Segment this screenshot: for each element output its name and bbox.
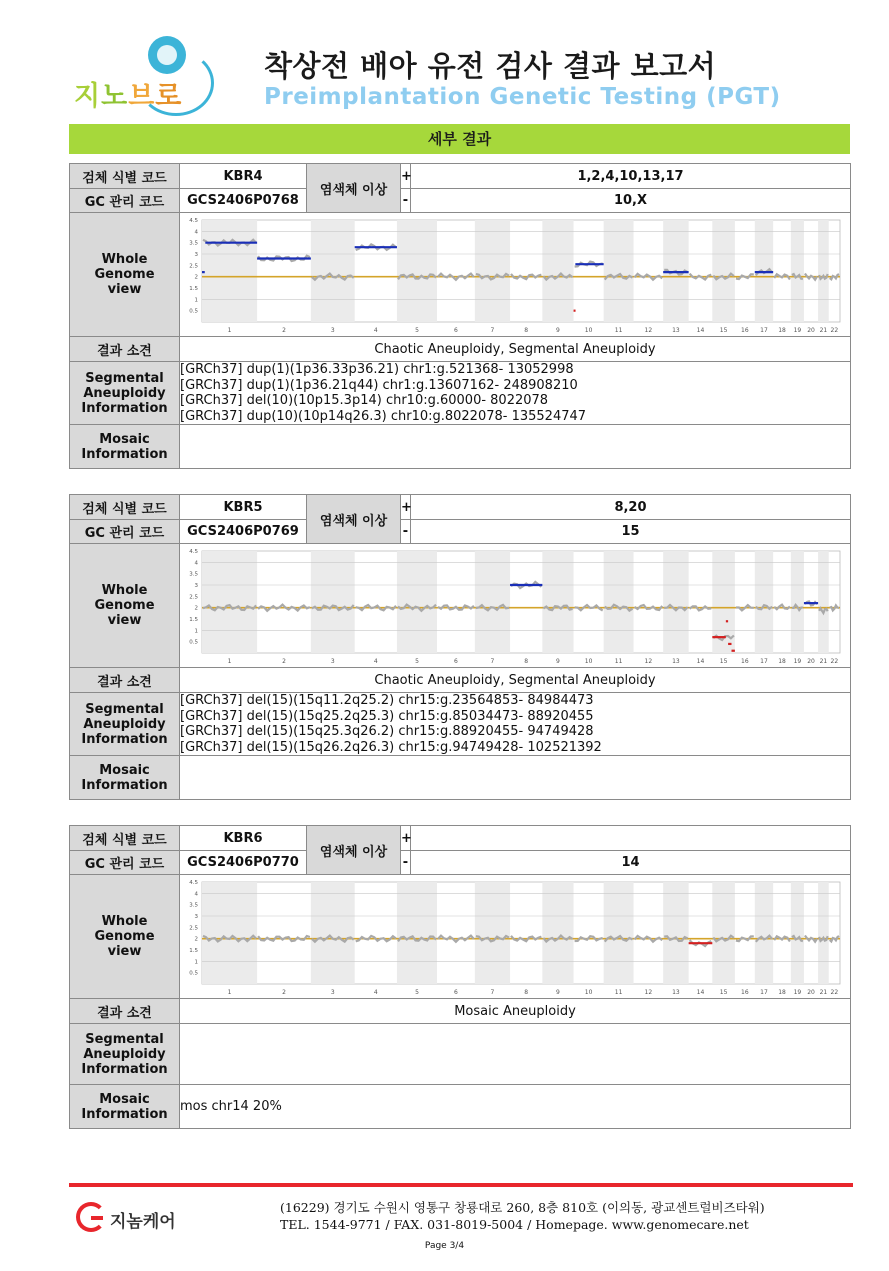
x-tick-label: 19 [793, 657, 802, 665]
y-tick-label: 4 [194, 559, 198, 566]
chromosome-band [791, 882, 804, 984]
chromosome-band [712, 220, 735, 322]
chromosome-band [397, 220, 437, 322]
x-tick-label: 5 [415, 326, 419, 334]
segmental-info [180, 693, 851, 756]
logo-char-4: 로 [155, 81, 183, 112]
x-tick-label: 3 [330, 988, 335, 996]
logo-text [74, 74, 182, 113]
x-tick-label: 22 [830, 326, 839, 334]
x-tick-label: 10 [584, 657, 593, 665]
loss-sign: - [401, 851, 411, 875]
x-tick-label: 16 [741, 657, 749, 665]
y-tick-label: 2 [194, 936, 198, 943]
x-tick-label: 15 [719, 988, 728, 996]
plot-frame [202, 551, 840, 653]
chromosome-band [202, 551, 257, 653]
logo-char-1: 지 [74, 81, 102, 112]
whole-genome-chart-cell [180, 213, 851, 337]
chromosome-band [712, 882, 735, 984]
sample-result-table [69, 825, 851, 1129]
gain-sign: + [401, 164, 411, 189]
x-tick-label: 16 [741, 326, 749, 334]
x-tick-label: 20 [807, 657, 815, 665]
logo-embryo-icon [148, 36, 186, 74]
whole-genome-label: Whole Genome view [70, 875, 180, 999]
x-tick-label: 6 [454, 657, 458, 665]
whole-genome-chart-cell [180, 875, 851, 999]
x-tick-label: 8 [524, 988, 529, 996]
whole-genome-label: Whole Genome view [70, 213, 180, 337]
chromosome-band [604, 220, 634, 322]
genomecare-logo [76, 1202, 186, 1238]
gain-sign: + [401, 826, 411, 851]
whole-genome-row [70, 213, 851, 337]
segmental-row [70, 362, 851, 425]
x-tick-label: 7 [490, 988, 495, 996]
chromosome-band [604, 551, 634, 653]
footer-address: (16229) 경기도 수원시 영통구 창룡대로 260, 8층 810호 (이의동, 광교센트럴비즈타워) [280, 1200, 765, 1215]
y-tick-label: 0.5 [189, 970, 198, 977]
x-tick-label: 21 [819, 988, 828, 996]
sample-id-row [70, 826, 851, 851]
x-tick-label: 20 [807, 988, 815, 996]
x-tick-label: 21 [819, 326, 828, 334]
gc-code-row [70, 851, 851, 875]
genomecare-name: 지놈케어 [110, 1212, 176, 1232]
whole-genome-chart-cell [180, 544, 851, 668]
chromosome-band [755, 882, 773, 984]
x-tick-label: 17 [760, 988, 768, 996]
x-tick-label: 11 [614, 657, 623, 665]
chromosome-band [397, 882, 437, 984]
plot-frame [202, 882, 840, 984]
report-title-korean: 착상전 배아 유전 검사 결과 보고서 [264, 49, 717, 83]
y-tick-label: 3.5 [189, 902, 198, 909]
x-tick-label: 18 [778, 988, 786, 996]
chromosome-band [791, 220, 804, 322]
y-tick-label: 4.5 [189, 217, 198, 224]
chromosome-band [818, 220, 829, 322]
gc-code-row [70, 520, 851, 544]
finding-value: Chaotic Aneuploidy, Segmental Aneuploidy [180, 668, 851, 693]
chromosome-band [818, 882, 829, 984]
gc-code-label: GC 관리 코드 [70, 189, 180, 213]
x-tick-label: 4 [373, 657, 378, 665]
chrom-abnormality-label: 염색체 이상 [307, 826, 401, 875]
chromosome-band [202, 220, 257, 322]
sample-id-label: 검체 식별 코드 [70, 826, 180, 851]
copy-number-plot [180, 876, 848, 998]
chromosome-band [475, 220, 510, 322]
y-tick-label: 3 [194, 582, 198, 589]
finding-value: Chaotic Aneuploidy, Segmental Aneuploidy [180, 337, 851, 362]
gc-code-row [70, 189, 851, 213]
chromosome-band [791, 551, 804, 653]
y-tick-label: 1 [194, 296, 198, 303]
chromosome-band [663, 882, 688, 984]
x-tick-label: 11 [614, 988, 623, 996]
loss-chromosomes: 10,X [411, 189, 851, 213]
segmental-row [70, 693, 851, 756]
x-tick-label: 9 [556, 657, 560, 665]
logo-char-2: 노 [101, 81, 129, 112]
x-tick-label: 14 [696, 326, 705, 334]
y-tick-label: 2 [194, 605, 198, 612]
finding-row [70, 668, 851, 693]
x-tick-label: 3 [330, 657, 335, 665]
section-title-bar: 세부 결과 [69, 124, 850, 154]
finding-label: 결과 소견 [70, 337, 180, 362]
sample-id-row [70, 495, 851, 520]
y-tick-label: 1.5 [189, 616, 198, 623]
sample-result-table [69, 163, 851, 469]
x-tick-label: 11 [614, 326, 623, 334]
x-tick-label: 18 [778, 326, 786, 334]
finding-row [70, 999, 851, 1024]
y-tick-label: 2.5 [189, 262, 198, 269]
segmental-line: [GRCh37] dup(1)(1p36.21q44) chr1:g.13607162- 248908210 [180, 377, 578, 393]
copy-number-plot [180, 545, 848, 667]
segmental-line: [GRCh37] dup(1)(1p36.33p36.21) chr1:g.521368- 13052998 [180, 362, 574, 377]
chromosome-band [311, 220, 355, 322]
segmental-row [70, 1024, 851, 1085]
sample-result-table [69, 494, 851, 800]
footer-contact: TEL. 1544-9771 / FAX. 031-8019-5004 / Homepage. www.genomecare.net [280, 1217, 749, 1232]
gc-code-value: GCS2406P0768 [180, 189, 307, 213]
segmental-info [180, 362, 851, 425]
chromosome-band [475, 882, 510, 984]
gain-chromosomes: 1,2,4,10,13,17 [411, 164, 851, 189]
x-tick-label: 7 [490, 326, 495, 334]
chromosome-band [202, 882, 257, 984]
segmental-info [180, 1024, 851, 1085]
mosaic-info [180, 756, 851, 800]
sample-id-value: KBR6 [180, 826, 307, 851]
x-tick-label: 2 [282, 657, 286, 665]
x-tick-label: 22 [830, 988, 839, 996]
x-tick-label: 1 [227, 988, 232, 996]
gain-sign: + [401, 495, 411, 520]
mosaic-info: mos chr14 20% [180, 1085, 851, 1129]
whole-genome-chart [180, 876, 850, 998]
chromosome-band [397, 551, 437, 653]
finding-row [70, 337, 851, 362]
x-tick-label: 5 [415, 988, 419, 996]
whole-genome-label: Whole Genome view [70, 544, 180, 668]
chrom-abnormality-label: 염색체 이상 [307, 164, 401, 213]
chrom-abnormality-label: 염색체 이상 [307, 495, 401, 544]
plot-frame [202, 220, 840, 322]
y-tick-label: 3.5 [189, 240, 198, 247]
copy-number-plot [180, 214, 848, 336]
x-tick-label: 10 [584, 326, 593, 334]
x-tick-label: 13 [672, 988, 680, 996]
mosaic-label: Mosaic Information [70, 425, 180, 469]
y-tick-label: 3 [194, 913, 198, 920]
x-tick-label: 18 [778, 657, 786, 665]
x-tick-label: 1 [227, 657, 232, 665]
whole-genome-row [70, 544, 851, 668]
y-tick-label: 0.5 [189, 639, 198, 646]
y-tick-label: 4 [194, 228, 198, 235]
x-tick-label: 15 [719, 326, 728, 334]
x-tick-label: 12 [644, 988, 653, 996]
gain-chromosomes: 8,20 [411, 495, 851, 520]
sample-id-row [70, 164, 851, 189]
x-tick-label: 20 [807, 326, 815, 334]
gain-chromosomes [411, 826, 851, 851]
y-tick-label: 2 [194, 274, 198, 281]
mosaic-row [70, 1085, 851, 1129]
chromosome-band [311, 551, 355, 653]
y-tick-label: 3.5 [189, 571, 198, 578]
x-tick-label: 6 [454, 326, 458, 334]
x-tick-label: 12 [644, 326, 653, 334]
report-title-english: Preimplantation Genetic Testing (PGT) [264, 84, 781, 110]
x-tick-label: 7 [490, 657, 495, 665]
x-tick-label: 15 [719, 657, 728, 665]
segmental-line: [GRCh37] dup(10)(10p14q26.3) chr10:g.8022078- 135524747 [180, 408, 587, 424]
y-tick-label: 2.5 [189, 924, 198, 931]
loss-chromosomes: 14 [411, 851, 851, 875]
sample-id-value: KBR5 [180, 495, 307, 520]
mosaic-info [180, 425, 851, 469]
y-tick-label: 1.5 [189, 947, 198, 954]
loss-chromosomes: 15 [411, 520, 851, 544]
segmental-line: [GRCh37] del(15)(15q25.3q26.2) chr15:g.88920455- 94749428 [180, 724, 594, 739]
chromosome-band [311, 882, 355, 984]
finding-label: 결과 소견 [70, 999, 180, 1024]
x-tick-label: 14 [696, 657, 705, 665]
x-tick-label: 12 [644, 657, 653, 665]
y-tick-label: 4.5 [189, 548, 198, 555]
finding-value: Mosaic Aneuploidy [180, 999, 851, 1024]
x-tick-label: 21 [819, 657, 828, 665]
footer-address-block [280, 1199, 765, 1233]
x-tick-label: 16 [741, 988, 749, 996]
x-tick-label: 8 [524, 657, 529, 665]
x-tick-label: 13 [672, 657, 680, 665]
whole-genome-chart [180, 545, 850, 667]
chromosome-band [542, 220, 573, 322]
y-tick-label: 4 [194, 890, 198, 897]
x-tick-label: 4 [373, 988, 378, 996]
segmental-line: [GRCh37] del(15)(15q26.2q26.3) chr15:g.94749428- 102521392 [180, 739, 602, 755]
x-tick-label: 4 [373, 326, 378, 334]
x-tick-label: 19 [793, 326, 802, 334]
x-tick-label: 2 [282, 988, 286, 996]
mosaic-row [70, 756, 851, 800]
x-tick-label: 8 [524, 326, 529, 334]
y-tick-label: 4.5 [189, 879, 198, 886]
x-tick-label: 5 [415, 657, 419, 665]
gc-code-value: GCS2406P0770 [180, 851, 307, 875]
sample-id-label: 검체 식별 코드 [70, 495, 180, 520]
segmental-line: [GRCh37] del(15)(15q11.2q25.2) chr15:g.23564853- 84984473 [180, 693, 594, 708]
mosaic-label: Mosaic Information [70, 1085, 180, 1129]
genobro-logo [72, 36, 222, 112]
whole-genome-chart [180, 214, 850, 336]
y-tick-label: 0.5 [189, 308, 198, 315]
gc-code-value: GCS2406P0769 [180, 520, 307, 544]
x-tick-label: 2 [282, 326, 286, 334]
x-tick-label: 9 [556, 988, 560, 996]
segmental-line: [GRCh37] del(15)(15q25.2q25.3) chr15:g.85034473- 88920455 [180, 708, 594, 724]
x-tick-label: 19 [793, 988, 802, 996]
x-tick-label: 1 [227, 326, 232, 334]
whole-genome-row [70, 875, 851, 999]
chromosome-band [755, 551, 773, 653]
segmental-label: Segmental Aneuploidy Information [70, 693, 180, 756]
x-tick-label: 3 [330, 326, 335, 334]
x-tick-label: 22 [830, 657, 839, 665]
x-tick-label: 14 [696, 988, 705, 996]
x-tick-label: 10 [584, 988, 593, 996]
segmental-label: Segmental Aneuploidy Information [70, 362, 180, 425]
y-tick-label: 2.5 [189, 593, 198, 600]
x-tick-label: 17 [760, 657, 768, 665]
chromosome-band [542, 882, 573, 984]
mosaic-row [70, 425, 851, 469]
gc-code-label: GC 관리 코드 [70, 851, 180, 875]
gc-code-label: GC 관리 코드 [70, 520, 180, 544]
loss-sign: - [401, 520, 411, 544]
x-tick-label: 13 [672, 326, 680, 334]
segmental-line: [GRCh37] del(10)(10p15.3p14) chr10:g.60000- 8022078 [180, 393, 549, 408]
y-tick-label: 3 [194, 251, 198, 258]
finding-label: 결과 소견 [70, 668, 180, 693]
chromosome-band [475, 551, 510, 653]
mosaic-label: Mosaic Information [70, 756, 180, 800]
x-tick-label: 6 [454, 988, 458, 996]
sample-id-label: 검체 식별 코드 [70, 164, 180, 189]
y-tick-label: 1 [194, 958, 198, 965]
genomecare-g-icon [76, 1202, 106, 1232]
x-tick-label: 17 [760, 326, 768, 334]
chromosome-band [818, 551, 829, 653]
chromosome-band [542, 551, 573, 653]
chromosome-band [604, 882, 634, 984]
chromosome-band [663, 551, 688, 653]
logo-char-3: 브 [128, 81, 156, 112]
segmental-label: Segmental Aneuploidy Information [70, 1024, 180, 1085]
page-number: Page 3/4 [424, 1241, 465, 1251]
sample-id-value: KBR4 [180, 164, 307, 189]
y-tick-label: 1.5 [189, 285, 198, 292]
loss-sign: - [401, 189, 411, 213]
footer-divider [69, 1183, 853, 1187]
x-tick-label: 9 [556, 326, 560, 334]
y-tick-label: 1 [194, 627, 198, 634]
